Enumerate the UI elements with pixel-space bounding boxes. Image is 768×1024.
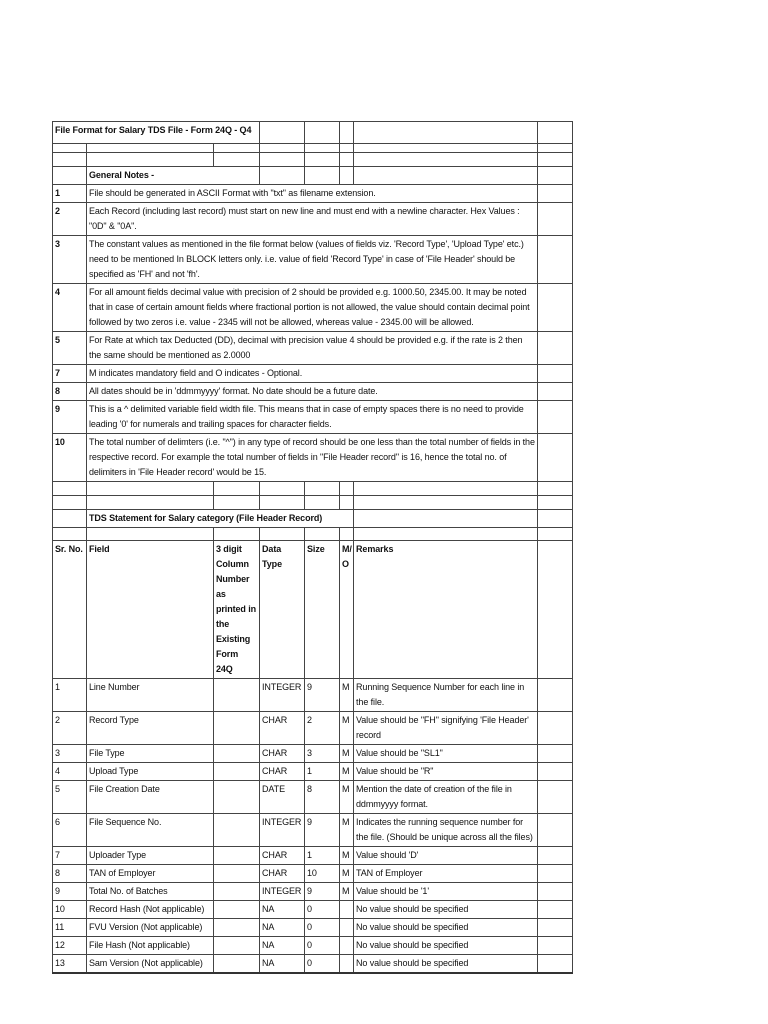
cell-dtype: CHAR	[260, 865, 305, 883]
sheet-title: File Format for Salary TDS File - Form 24Q - Q4	[53, 122, 260, 144]
cell-col3	[214, 955, 260, 974]
table-row	[53, 781, 573, 814]
column-header-mo: M/ O	[340, 541, 354, 679]
cell-col3	[214, 712, 260, 745]
cell-dtype: DATE	[260, 781, 305, 814]
cell-remarks: Value should be "SL1"	[354, 745, 538, 763]
note-number: 7	[53, 365, 87, 383]
cell-remarks: Indicates the running sequence number for the file. (Should be unique across all the files)	[354, 814, 538, 847]
cell-sr: 9	[53, 883, 87, 901]
note-text: All dates should be in 'ddmmyyyy' format. No date should be a future date.	[87, 383, 538, 401]
note-number: 10	[53, 434, 87, 482]
cell-size: 1	[305, 847, 340, 865]
column-header-field: Field	[87, 541, 214, 679]
cell-field: Uploader Type	[87, 847, 214, 865]
table-row	[53, 883, 573, 901]
note-number: 2	[53, 203, 87, 236]
cell-col3	[214, 865, 260, 883]
section-heading: TDS Statement for Salary category (File Header Record)	[87, 510, 354, 528]
cell-sr: 5	[53, 781, 87, 814]
table-row	[53, 955, 573, 974]
cell-size: 10	[305, 865, 340, 883]
cell-dtype: INTEGER	[260, 883, 305, 901]
cell-sr: 6	[53, 814, 87, 847]
cell-remarks: No value should be specified	[354, 937, 538, 955]
cell-size: 9	[305, 883, 340, 901]
note-row	[53, 332, 573, 365]
cell-remarks: Mention the date of creation of the file in ddmmyyyy format.	[354, 781, 538, 814]
cell-field: File Creation Date	[87, 781, 214, 814]
cell-col3	[214, 937, 260, 955]
table-row	[53, 763, 573, 781]
note-row	[53, 185, 573, 203]
note-number: 9	[53, 401, 87, 434]
cell-sr: 8	[53, 865, 87, 883]
cell-col3	[214, 679, 260, 712]
note-text: M indicates mandatory field and O indicates - Optional.	[87, 365, 538, 383]
cell-col3	[214, 847, 260, 865]
cell-field: Record Hash (Not applicable)	[87, 901, 214, 919]
cell-mo	[340, 919, 354, 937]
cell-mo: M	[340, 781, 354, 814]
column-header-row	[53, 541, 573, 679]
cell-dtype: NA	[260, 901, 305, 919]
cell-sr: 2	[53, 712, 87, 745]
cell-mo: M	[340, 679, 354, 712]
cell-mo: M	[340, 712, 354, 745]
note-row	[53, 236, 573, 284]
table-row	[53, 919, 573, 937]
cell-dtype: INTEGER	[260, 679, 305, 712]
cell-field: FVU Version (Not applicable)	[87, 919, 214, 937]
format-table	[52, 121, 573, 974]
cell-mo: M	[340, 865, 354, 883]
cell-size: 2	[305, 712, 340, 745]
note-row	[53, 284, 573, 332]
column-header-dtype: Data Type	[260, 541, 305, 679]
cell-sr: 1	[53, 679, 87, 712]
cell-mo	[340, 955, 354, 974]
general-notes-heading: General Notes -	[87, 167, 260, 185]
cell-field: File Hash (Not applicable)	[87, 937, 214, 955]
note-text: This is a ^ delimited variable field width file. This means that in case of empty spaces there is no need to provide leading '0' for numerals and trailing spaces for character fields.	[87, 401, 538, 434]
cell-field: Total No. of Batches	[87, 883, 214, 901]
cell-remarks: Value should be "FH" signifying 'File Header' record	[354, 712, 538, 745]
cell-dtype: NA	[260, 919, 305, 937]
cell-mo: M	[340, 847, 354, 865]
note-number: 3	[53, 236, 87, 284]
note-text: File should be generated in ASCII Format with "txt" as filename extension.	[87, 185, 538, 203]
table-row	[53, 814, 573, 847]
note-number: 8	[53, 383, 87, 401]
cell-col3	[214, 745, 260, 763]
cell-mo: M	[340, 763, 354, 781]
cell-remarks: TAN of Employer	[354, 865, 538, 883]
note-text: The total number of delimters (i.e. "^") in any type of record should be one less than the total number of fields in the respective record. For example the total number of fields in "File Header record" is 16, hence the total no. of delimiters in 'File Header record' would be 15.	[87, 434, 538, 482]
cell-dtype: CHAR	[260, 745, 305, 763]
table-row	[53, 901, 573, 919]
cell-size: 8	[305, 781, 340, 814]
cell-dtype: CHAR	[260, 763, 305, 781]
cell-field: TAN of Employer	[87, 865, 214, 883]
cell-col3	[214, 781, 260, 814]
cell-size: 0	[305, 919, 340, 937]
cell-remarks: No value should be specified	[354, 901, 538, 919]
cell-col3	[214, 814, 260, 847]
general-notes-row	[53, 167, 573, 185]
column-header-col3: 3 digit Column Number as printed in the Existing Form 24Q	[214, 541, 260, 679]
column-header-size: Size	[305, 541, 340, 679]
cell-mo	[340, 901, 354, 919]
cell-sr: 3	[53, 745, 87, 763]
cell-remarks: Value should be "R"	[354, 763, 538, 781]
note-text: The constant values as mentioned in the file format below (values of fields viz. 'Record Type', 'Upload Type' etc.) need to be mentioned In BLOCK letters only. i.e. value of field 'Record Type' in case of 'File Header' should be specified as 'FH' and not 'fh'.	[87, 236, 538, 284]
cell-sr: 12	[53, 937, 87, 955]
cell-sr: 11	[53, 919, 87, 937]
cell-col3	[214, 901, 260, 919]
table-row	[53, 865, 573, 883]
column-header-sr: Sr. No.	[53, 541, 87, 679]
cell-mo	[340, 937, 354, 955]
cell-field: File Type	[87, 745, 214, 763]
table-row	[53, 937, 573, 955]
cell-remarks: Value should 'D'	[354, 847, 538, 865]
note-row	[53, 434, 573, 482]
cell-sr: 10	[53, 901, 87, 919]
cell-size: 0	[305, 955, 340, 974]
table-row	[53, 847, 573, 865]
cell-size: 0	[305, 901, 340, 919]
cell-field: Record Type	[87, 712, 214, 745]
cell-dtype: NA	[260, 937, 305, 955]
note-row	[53, 365, 573, 383]
cell-field: Sam Version (Not applicable)	[87, 955, 214, 974]
cell-col3	[214, 883, 260, 901]
cell-size: 1	[305, 763, 340, 781]
note-text: For all amount fields decimal value with precision of 2 should be provided e.g. 1000.50, 2345.00. It may be noted that in case of certain amount fields where fractional portion is not allowed, the value should contain decimal point followed by two zeros i.e. value - 2345 will not be allowed, whereas value - 2345.00 will be allowed.	[87, 284, 538, 332]
cell-dtype: INTEGER	[260, 814, 305, 847]
note-row	[53, 401, 573, 434]
cell-sr: 4	[53, 763, 87, 781]
note-number: 4	[53, 284, 87, 332]
note-text: For Rate at which tax Deducted (DD), decimal with precision value 4 should be provided e.g. if the rate is 2 then the same should be mentioned as 2.0000	[87, 332, 538, 365]
cell-size: 3	[305, 745, 340, 763]
cell-dtype: CHAR	[260, 847, 305, 865]
cell-remarks: No value should be specified	[354, 955, 538, 974]
cell-dtype: CHAR	[260, 712, 305, 745]
section-heading-row	[53, 510, 573, 528]
cell-sr: 7	[53, 847, 87, 865]
note-row	[53, 383, 573, 401]
cell-mo: M	[340, 814, 354, 847]
cell-remarks: No value should be specified	[354, 919, 538, 937]
cell-field: File Sequence No.	[87, 814, 214, 847]
spreadsheet	[52, 121, 572, 974]
note-number: 5	[53, 332, 87, 365]
note-number: 1	[53, 185, 87, 203]
table-row	[53, 712, 573, 745]
cell-field: Line Number	[87, 679, 214, 712]
cell-mo: M	[340, 883, 354, 901]
cell-remarks: Running Sequence Number for each line in the file.	[354, 679, 538, 712]
cell-remarks: Value should be '1'	[354, 883, 538, 901]
note-row	[53, 203, 573, 236]
table-row	[53, 745, 573, 763]
column-header-remarks: Remarks	[354, 541, 538, 679]
cell-col3	[214, 919, 260, 937]
cell-col3	[214, 763, 260, 781]
note-text: Each Record (including last record) must start on new line and must end with a newline character. Hex Values : "0D" & "0A".	[87, 203, 538, 236]
cell-field: Upload Type	[87, 763, 214, 781]
cell-size: 9	[305, 814, 340, 847]
cell-size: 9	[305, 679, 340, 712]
cell-dtype: NA	[260, 955, 305, 974]
table-row	[53, 679, 573, 712]
cell-size: 0	[305, 937, 340, 955]
title-row	[53, 122, 573, 144]
cell-mo: M	[340, 745, 354, 763]
cell-sr: 13	[53, 955, 87, 974]
